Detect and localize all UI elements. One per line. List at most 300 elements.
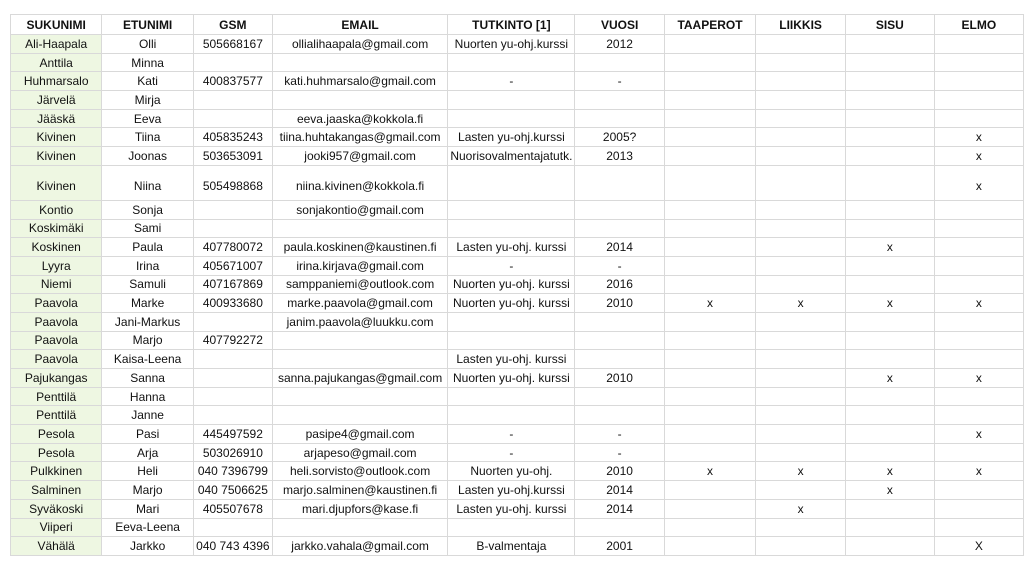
table-cell[interactable]: Marjo	[102, 331, 194, 350]
table-cell[interactable]	[934, 443, 1023, 462]
table-cell[interactable]	[575, 387, 664, 406]
table-cell[interactable]: 040 7506625	[193, 481, 272, 500]
table-cell[interactable]: Nuorten yu-ohj. kurssi	[448, 294, 575, 313]
table-cell[interactable]	[664, 331, 755, 350]
table-cell[interactable]	[448, 109, 575, 128]
table-row	[11, 91, 1024, 110]
table-cell[interactable]	[664, 238, 755, 257]
table-cell[interactable]: x	[756, 462, 846, 481]
table-cell[interactable]	[845, 406, 934, 425]
column-header[interactable]: TAAPEROT	[664, 15, 755, 35]
table-cell[interactable]	[934, 238, 1023, 257]
table-cell[interactable]	[756, 219, 846, 238]
table-cell[interactable]: Nuorten yu-ohj.	[448, 462, 575, 481]
table-cell[interactable]	[756, 518, 846, 537]
table-cell[interactable]	[193, 219, 272, 238]
table-cell[interactable]: Sonja	[102, 200, 194, 219]
table-cell[interactable]: 2014	[575, 238, 664, 257]
table-cell[interactable]: x	[756, 294, 846, 313]
table-cell[interactable]: Mirja	[102, 91, 194, 110]
table-cell[interactable]: arjapeso@gmail.com	[272, 443, 448, 462]
column-header[interactable]: TUTKINTO [1]	[448, 15, 575, 35]
table-cell[interactable]	[845, 219, 934, 238]
table-cell[interactable]: Kontio	[11, 200, 102, 219]
table-cell[interactable]	[664, 425, 755, 444]
table-row	[11, 443, 1024, 462]
table-cell[interactable]: Kivinen	[11, 147, 102, 166]
table-cell[interactable]: 2013	[575, 147, 664, 166]
column-header[interactable]: SISU	[845, 15, 934, 35]
table-cell[interactable]: x	[845, 481, 934, 500]
table-cell[interactable]	[448, 331, 575, 350]
table-cell[interactable]	[575, 406, 664, 425]
table-cell[interactable]	[272, 387, 448, 406]
table-cell[interactable]	[664, 53, 755, 72]
table-cell[interactable]	[664, 350, 755, 369]
table-cell[interactable]: Pulkkinen	[11, 462, 102, 481]
table-cell[interactable]: Paula	[102, 238, 194, 257]
header-row	[11, 15, 1024, 35]
table-cell[interactable]	[845, 387, 934, 406]
table-cell[interactable]: Joonas	[102, 147, 194, 166]
table-cell[interactable]	[272, 219, 448, 238]
table-cell[interactable]	[756, 406, 846, 425]
table-cell[interactable]: Hanna	[102, 387, 194, 406]
table-cell[interactable]	[845, 537, 934, 556]
table-cell[interactable]: Pesola	[11, 443, 102, 462]
table-cell[interactable]	[575, 200, 664, 219]
table-cell[interactable]	[845, 425, 934, 444]
table-cell[interactable]	[756, 147, 846, 166]
table-cell[interactable]: Irina	[102, 256, 194, 275]
table-cell[interactable]	[448, 165, 575, 200]
table-cell[interactable]	[272, 406, 448, 425]
table-cell[interactable]	[756, 387, 846, 406]
table-cell[interactable]: Sanna	[102, 369, 194, 388]
table-cell[interactable]: x	[664, 462, 755, 481]
table-cell[interactable]: 505668167	[193, 35, 272, 54]
table-cell[interactable]: marke.paavola@gmail.com	[272, 294, 448, 313]
table-cell[interactable]: 2001	[575, 537, 664, 556]
table-cell[interactable]	[448, 406, 575, 425]
column-header[interactable]: SUKUNIMI	[11, 15, 102, 35]
table-cell[interactable]	[756, 312, 846, 331]
table-cell[interactable]	[845, 350, 934, 369]
table-cell[interactable]	[448, 91, 575, 110]
table-cell[interactable]	[664, 518, 755, 537]
table-row	[11, 275, 1024, 294]
table-cell[interactable]	[934, 35, 1023, 54]
table-cell[interactable]	[756, 72, 846, 91]
table-cell[interactable]: 405671007	[193, 256, 272, 275]
table-cell[interactable]	[664, 369, 755, 388]
table-cell[interactable]	[756, 481, 846, 500]
table-row	[11, 387, 1024, 406]
table-cell[interactable]: Ali-Haapala	[11, 35, 102, 54]
table-cell[interactable]: Olli	[102, 35, 194, 54]
column-header[interactable]: ELMO	[934, 15, 1023, 35]
table-cell[interactable]: Eeva-Leena	[102, 518, 194, 537]
table-cell[interactable]: x	[664, 294, 755, 313]
table-row	[11, 147, 1024, 166]
table-cell[interactable]	[756, 165, 846, 200]
table-cell[interactable]: Lasten yu-ohj.kurssi	[448, 481, 575, 500]
table-cell[interactable]	[575, 109, 664, 128]
table-cell[interactable]: Koskinen	[11, 238, 102, 257]
table-cell[interactable]	[272, 331, 448, 350]
table-cell[interactable]: Kivinen	[11, 128, 102, 147]
table-cell[interactable]: -	[575, 443, 664, 462]
table-cell[interactable]: Lasten yu-ohj. kurssi	[448, 499, 575, 518]
table-cell[interactable]	[575, 331, 664, 350]
table-cell[interactable]	[193, 53, 272, 72]
table-cell[interactable]	[934, 275, 1023, 294]
table-cell[interactable]	[756, 537, 846, 556]
table-cell[interactable]	[193, 350, 272, 369]
table-cell[interactable]: -	[448, 443, 575, 462]
table-cell[interactable]	[845, 147, 934, 166]
table-cell[interactable]	[664, 537, 755, 556]
table-cell[interactable]: Penttilä	[11, 387, 102, 406]
table-cell[interactable]	[845, 443, 934, 462]
table-cell[interactable]: Niina	[102, 165, 194, 200]
table-cell[interactable]: 040 743 4396	[193, 537, 272, 556]
table-cell[interactable]: Paavola	[11, 312, 102, 331]
table-cell[interactable]: ollialihaapala@gmail.com	[272, 35, 448, 54]
table-cell[interactable]: 400837577	[193, 72, 272, 91]
table-cell[interactable]: Marke	[102, 294, 194, 313]
table-cell[interactable]	[934, 331, 1023, 350]
table-cell[interactable]	[934, 499, 1023, 518]
table-cell[interactable]	[664, 109, 755, 128]
table-cell[interactable]: x	[934, 425, 1023, 444]
table-cell[interactable]	[845, 256, 934, 275]
table-cell[interactable]: -	[575, 425, 664, 444]
table-cell[interactable]: janim.paavola@luukku.com	[272, 312, 448, 331]
table-cell[interactable]: x	[934, 128, 1023, 147]
table-cell[interactable]	[664, 256, 755, 275]
table-cell[interactable]	[575, 350, 664, 369]
table-cell[interactable]: heli.sorvisto@outlook.com	[272, 462, 448, 481]
table-cell[interactable]: Jarkko	[102, 537, 194, 556]
table-cell[interactable]	[845, 72, 934, 91]
table-cell[interactable]	[756, 200, 846, 219]
table-cell[interactable]: Jani-Markus	[102, 312, 194, 331]
table-cell[interactable]	[575, 219, 664, 238]
table-cell[interactable]	[934, 53, 1023, 72]
table-row	[11, 294, 1024, 313]
table-row	[11, 35, 1024, 54]
table-row	[11, 499, 1024, 518]
table-cell[interactable]: Kati	[102, 72, 194, 91]
table-cell[interactable]	[934, 72, 1023, 91]
table-cell[interactable]	[664, 499, 755, 518]
table-cell[interactable]: Heli	[102, 462, 194, 481]
table-cell[interactable]: Samuli	[102, 275, 194, 294]
table-cell[interactable]: marjo.salminen@kaustinen.fi	[272, 481, 448, 500]
table-cell[interactable]	[934, 219, 1023, 238]
table-cell[interactable]: x	[934, 147, 1023, 166]
table-row	[11, 128, 1024, 147]
table-cell[interactable]: 503653091	[193, 147, 272, 166]
table-cell[interactable]	[575, 165, 664, 200]
table-cell[interactable]: Salminen	[11, 481, 102, 500]
table-cell[interactable]	[193, 369, 272, 388]
table-cell[interactable]: -	[448, 425, 575, 444]
table-cell[interactable]	[845, 200, 934, 219]
table-cell[interactable]: x	[934, 294, 1023, 313]
table-cell[interactable]: Huhmarsalo	[11, 72, 102, 91]
table-cell[interactable]: 2016	[575, 275, 664, 294]
table-row	[11, 238, 1024, 257]
table-cell[interactable]: Kaisa-Leena	[102, 350, 194, 369]
table-cell[interactable]	[193, 200, 272, 219]
table-cell[interactable]	[193, 387, 272, 406]
table-cell[interactable]: 405835243	[193, 128, 272, 147]
table-cell[interactable]: Lasten yu-ohj. kurssi	[448, 238, 575, 257]
table-cell[interactable]	[845, 518, 934, 537]
table-cell[interactable]	[664, 275, 755, 294]
table-cell[interactable]	[756, 128, 846, 147]
table-cell[interactable]: 2014	[575, 499, 664, 518]
table-cell[interactable]: x	[756, 499, 846, 518]
table-cell[interactable]: x	[934, 369, 1023, 388]
table-cell[interactable]: x	[845, 462, 934, 481]
table-row	[11, 200, 1024, 219]
table-cell[interactable]	[934, 312, 1023, 331]
table-cell[interactable]	[845, 128, 934, 147]
table-cell[interactable]: Viiperi	[11, 518, 102, 537]
table-cell[interactable]: -	[575, 256, 664, 275]
table-cell[interactable]	[664, 200, 755, 219]
table-cell[interactable]	[664, 481, 755, 500]
table-cell[interactable]: X	[934, 537, 1023, 556]
table-cell[interactable]	[448, 387, 575, 406]
table-cell[interactable]	[756, 109, 846, 128]
table-cell[interactable]: 405507678	[193, 499, 272, 518]
members-table	[10, 14, 1024, 556]
table-cell[interactable]: 040 7396799	[193, 462, 272, 481]
table-cell[interactable]	[272, 91, 448, 110]
table-cell[interactable]: Nuorten yu-ohj. kurssi	[448, 275, 575, 294]
table-cell[interactable]: x	[845, 238, 934, 257]
table-cell[interactable]	[934, 256, 1023, 275]
table-cell[interactable]: Nuorisovalmentajatutk.	[448, 147, 575, 166]
table-cell[interactable]	[756, 369, 846, 388]
table-cell[interactable]	[756, 238, 846, 257]
table-cell[interactable]: x	[934, 462, 1023, 481]
table-cell[interactable]	[448, 518, 575, 537]
table-cell[interactable]	[934, 350, 1023, 369]
table-cell[interactable]	[664, 35, 755, 54]
table-cell[interactable]	[448, 312, 575, 331]
table-cell[interactable]	[448, 200, 575, 219]
table-cell[interactable]: Pasi	[102, 425, 194, 444]
table-cell[interactable]	[845, 275, 934, 294]
table-cell[interactable]	[272, 53, 448, 72]
table-cell[interactable]	[756, 53, 846, 72]
table-cell[interactable]	[448, 53, 575, 72]
table-cell[interactable]: Syväkoski	[11, 499, 102, 518]
table-cell[interactable]	[193, 91, 272, 110]
table-row	[11, 406, 1024, 425]
table-row	[11, 72, 1024, 91]
table-cell[interactable]: 2005?	[575, 128, 664, 147]
table-cell[interactable]	[845, 53, 934, 72]
table-cell[interactable]	[845, 91, 934, 110]
table-cell[interactable]: Lasten yu-ohj.kurssi	[448, 128, 575, 147]
table-cell[interactable]: 2012	[575, 35, 664, 54]
table-cell[interactable]	[664, 219, 755, 238]
table-cell[interactable]: Arja	[102, 443, 194, 462]
table-cell[interactable]	[448, 219, 575, 238]
table-cell[interactable]: 505498868	[193, 165, 272, 200]
table-cell[interactable]: tiina.huhtakangas@gmail.com	[272, 128, 448, 147]
table-cell[interactable]	[756, 425, 846, 444]
table-cell[interactable]: Mari	[102, 499, 194, 518]
table-cell[interactable]: Niemi	[11, 275, 102, 294]
table-cell[interactable]: Järvelä	[11, 91, 102, 110]
table-cell[interactable]: x	[845, 369, 934, 388]
table-cell[interactable]: mari.djupfors@kase.fi	[272, 499, 448, 518]
table-cell[interactable]	[934, 200, 1023, 219]
table-cell[interactable]	[193, 518, 272, 537]
table-cell[interactable]	[664, 72, 755, 91]
table-cell[interactable]	[664, 443, 755, 462]
table-cell[interactable]: Paavola	[11, 294, 102, 313]
table-cell[interactable]	[575, 518, 664, 537]
table-cell[interactable]: 503026910	[193, 443, 272, 462]
table-cell[interactable]	[664, 165, 755, 200]
table-cell[interactable]	[193, 406, 272, 425]
table-cell[interactable]: Marjo	[102, 481, 194, 500]
table-cell[interactable]: kati.huhmarsalo@gmail.com	[272, 72, 448, 91]
column-header[interactable]: EMAIL	[272, 15, 448, 35]
table-cell[interactable]: Janne	[102, 406, 194, 425]
column-header[interactable]: GSM	[193, 15, 272, 35]
table-cell[interactable]: Anttila	[11, 53, 102, 72]
table-cell[interactable]: pasipe4@gmail.com	[272, 425, 448, 444]
table-cell[interactable]: eeva.jaaska@kokkola.fi	[272, 109, 448, 128]
column-header[interactable]: LIIKKIS	[756, 15, 846, 35]
table-cell[interactable]	[664, 91, 755, 110]
table-cell[interactable]: jooki957@gmail.com	[272, 147, 448, 166]
table-cell[interactable]: Kivinen	[11, 165, 102, 200]
table-cell[interactable]: 445497592	[193, 425, 272, 444]
table-cell[interactable]: paula.koskinen@kaustinen.fi	[272, 238, 448, 257]
table-cell[interactable]	[845, 312, 934, 331]
table-cell[interactable]: Koskimäki	[11, 219, 102, 238]
table-cell[interactable]: irina.kirjava@gmail.com	[272, 256, 448, 275]
table-cell[interactable]: sanna.pajukangas@gmail.com	[272, 369, 448, 388]
table-cell[interactable]: Minna	[102, 53, 194, 72]
table-cell[interactable]	[272, 518, 448, 537]
table-cell[interactable]: Sami	[102, 219, 194, 238]
table-cell[interactable]: Paavola	[11, 331, 102, 350]
table-cell[interactable]: x	[934, 165, 1023, 200]
table-cell[interactable]: 2010	[575, 369, 664, 388]
table-cell[interactable]	[934, 109, 1023, 128]
table-cell[interactable]: Nuorten yu-ohj. kurssi	[448, 369, 575, 388]
table-cell[interactable]: 407780072	[193, 238, 272, 257]
table-cell[interactable]: 2010	[575, 294, 664, 313]
table-cell[interactable]: 407792272	[193, 331, 272, 350]
table-cell[interactable]: -	[448, 72, 575, 91]
table-cell[interactable]	[756, 35, 846, 54]
table-cell[interactable]	[193, 312, 272, 331]
table-cell[interactable]	[756, 256, 846, 275]
table-cell[interactable]	[575, 91, 664, 110]
table-cell[interactable]: Eeva	[102, 109, 194, 128]
table-cell[interactable]	[664, 147, 755, 166]
table-cell[interactable]	[934, 91, 1023, 110]
table-cell[interactable]: Lasten yu-ohj. kurssi	[448, 350, 575, 369]
table-cell[interactable]: 2014	[575, 481, 664, 500]
table-cell[interactable]	[934, 406, 1023, 425]
table-cell[interactable]: -	[575, 72, 664, 91]
table-cell[interactable]	[272, 350, 448, 369]
table-cell[interactable]: jarkko.vahala@gmail.com	[272, 537, 448, 556]
table-cell[interactable]: Lyyra	[11, 256, 102, 275]
table-cell[interactable]	[934, 481, 1023, 500]
table-cell[interactable]	[664, 312, 755, 331]
table-cell[interactable]: 2010	[575, 462, 664, 481]
table-row	[11, 165, 1024, 200]
table-cell[interactable]: Pajukangas	[11, 369, 102, 388]
table-cell[interactable]: Nuorten yu-ohj.kurssi	[448, 35, 575, 54]
table-cell[interactable]: Penttilä	[11, 406, 102, 425]
table-cell[interactable]: samppaniemi@outlook.com	[272, 275, 448, 294]
table-cell[interactable]	[664, 128, 755, 147]
table-cell[interactable]	[193, 109, 272, 128]
table-cell[interactable]: Vähälä	[11, 537, 102, 556]
table-cell[interactable]: Jääskä	[11, 109, 102, 128]
table-cell[interactable]: B-valmentaja	[448, 537, 575, 556]
table-cell[interactable]	[756, 91, 846, 110]
table-cell[interactable]: x	[845, 294, 934, 313]
table-cell[interactable]	[664, 387, 755, 406]
table-cell[interactable]: Paavola	[11, 350, 102, 369]
table-cell[interactable]: sonjakontio@gmail.com	[272, 200, 448, 219]
column-header[interactable]: VUOSI	[575, 15, 664, 35]
table-cell[interactable]: Pesola	[11, 425, 102, 444]
table-row	[11, 350, 1024, 369]
column-header[interactable]: ETUNIMI	[102, 15, 194, 35]
table-cell[interactable]	[664, 406, 755, 425]
table-row	[11, 425, 1024, 444]
table-cell[interactable]	[575, 312, 664, 331]
table-row	[11, 481, 1024, 500]
table-cell[interactable]	[756, 350, 846, 369]
table-cell[interactable]: niina.kivinen@kokkola.fi	[272, 165, 448, 200]
table-cell[interactable]	[756, 275, 846, 294]
table-cell[interactable]	[845, 165, 934, 200]
table-cell[interactable]: -	[448, 256, 575, 275]
table-cell[interactable]: 400933680	[193, 294, 272, 313]
table-cell[interactable]	[756, 331, 846, 350]
table-cell[interactable]	[845, 499, 934, 518]
table-cell[interactable]	[845, 35, 934, 54]
table-row	[11, 518, 1024, 537]
table-cell[interactable]	[756, 443, 846, 462]
table-cell[interactable]: 407167869	[193, 275, 272, 294]
table-cell[interactable]	[934, 387, 1023, 406]
table-cell[interactable]: Tiina	[102, 128, 194, 147]
table-cell[interactable]	[845, 109, 934, 128]
table-cell[interactable]	[845, 331, 934, 350]
table-cell[interactable]	[575, 53, 664, 72]
table-cell[interactable]	[934, 518, 1023, 537]
